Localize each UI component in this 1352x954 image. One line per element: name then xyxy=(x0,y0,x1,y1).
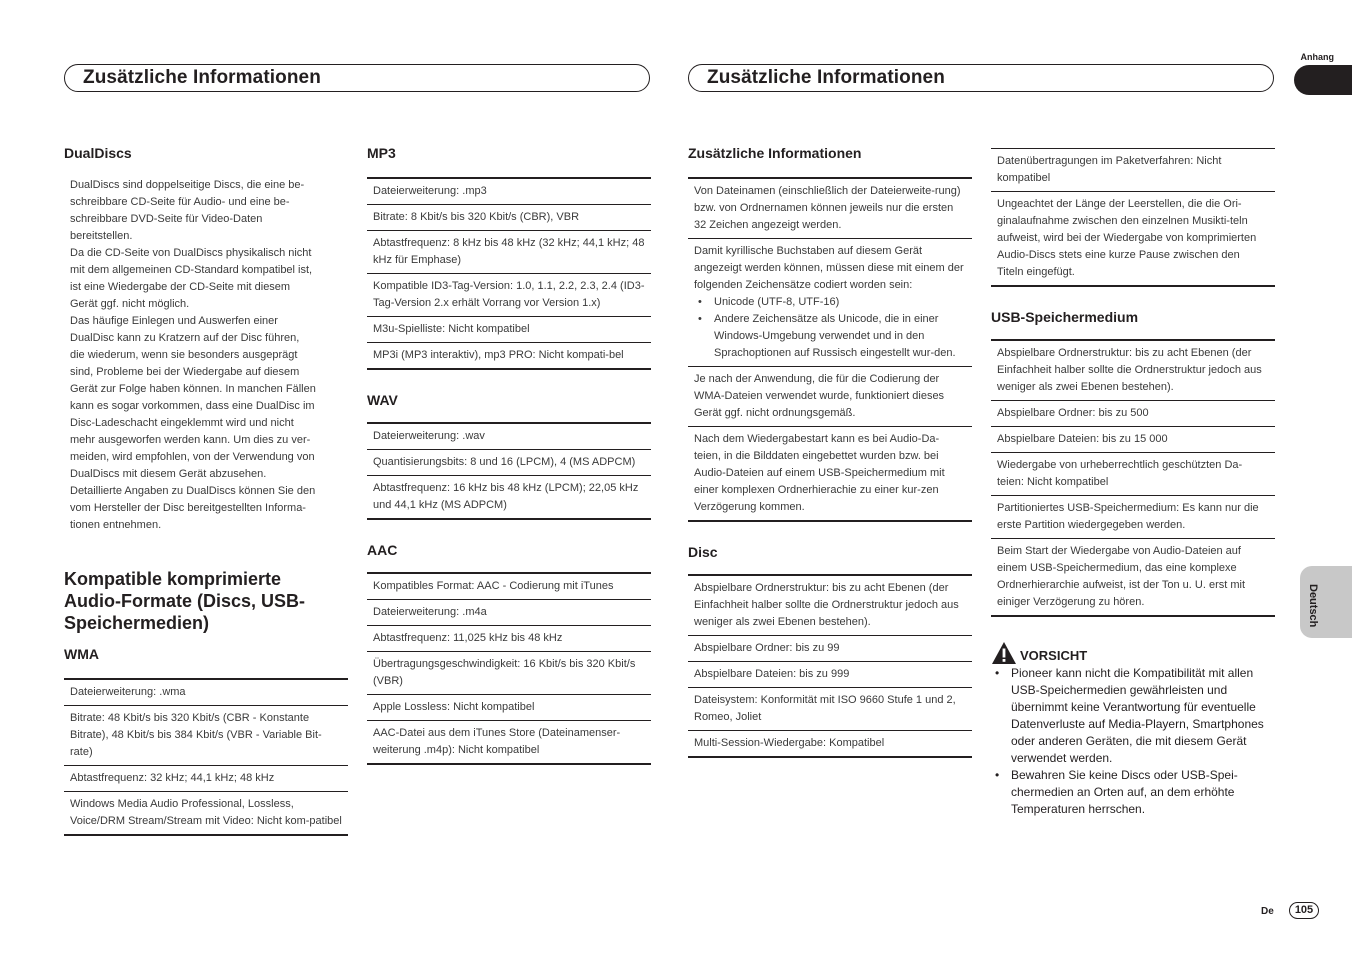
column-4 xyxy=(991,148,1275,818)
table-row xyxy=(367,317,651,343)
footer-language: De xyxy=(1261,906,1274,917)
usb-heading: USB-Speichermedium xyxy=(991,309,1139,325)
wma-heading: WMA xyxy=(64,646,99,662)
dualdiscs-text-line: Gerät zur Folge haben können. In manchen Fällen xyxy=(70,383,316,395)
dualdiscs-text-line: schreibbare DVD-Seite für Video-Daten xyxy=(70,213,263,225)
table-row xyxy=(367,343,651,370)
dualdiscs-text-line: Disc-Ladeschacht eingeklemmt wird und nicht xyxy=(70,417,294,429)
table-cell: Nach dem Wiedergabestart kann es bei Audio-Da-teien, in die Bilddaten eingebettet wurden bzw. bei Audio-Dateien auf einem USB-Speichermedium mit einer komplexen Ordnerhierachie zu einer kur-zen Verzögerung kommen. xyxy=(694,433,945,513)
table-cell: Datenübertragungen im Paketverfahren: Nicht kompatibel xyxy=(991,149,1275,192)
additional-info-table xyxy=(688,177,972,522)
mp3-table xyxy=(367,177,651,370)
table-row xyxy=(991,427,1275,453)
dualdiscs-text-line: vom Hersteller der Disc bereitgestellten Informa- xyxy=(70,502,306,514)
table-row xyxy=(991,453,1275,496)
table-cell: Abspielbare Ordnerstruktur: bis zu acht Ebenen (der Einfachheit halber sollte die Ordnerstruktur jedoch aus weniger als zwei Ebenen bestehen). xyxy=(991,340,1275,401)
column-2 xyxy=(367,142,651,765)
table-row xyxy=(688,731,972,758)
table-cell: Abspielbare Dateien: bis zu 15 000 xyxy=(991,427,1275,453)
table-row xyxy=(991,401,1275,427)
compressed-formats-heading-line: Audio-Formate (Discs, USB- xyxy=(64,591,306,611)
mp3-heading: MP3 xyxy=(367,145,396,161)
table-row xyxy=(991,539,1275,617)
disc-table xyxy=(688,574,972,758)
table-row xyxy=(367,626,651,652)
language-tab-label: Deutsch xyxy=(1307,584,1319,628)
dualdiscs-text-line: Da die CD-Seite von DualDiscs physikalisch nicht xyxy=(70,247,312,259)
charset-list xyxy=(694,294,966,362)
aac-heading: AAC xyxy=(367,542,398,558)
table-cell: Abtastfrequenz: 32 kHz; 44,1 kHz; 48 kHz xyxy=(64,766,348,792)
table-cell xyxy=(688,239,972,367)
table-cell: Abtastfrequenz: 8 kHz bis 48 kHz (32 kHz; 44,1 kHz; 48 kHz für Emphase) xyxy=(367,231,651,274)
dualdiscs-text-line: meiden, wird empfohlen, von der Verwendung von xyxy=(70,451,315,463)
table-row xyxy=(64,792,348,836)
table-row xyxy=(367,450,651,476)
table-row xyxy=(688,662,972,688)
dualdiscs-text-line: Gerät ggf. nicht möglich. xyxy=(70,298,190,310)
dualdiscs-text-line: die wiederum, wenn sie besonders ausgeprägt xyxy=(70,349,298,361)
list-item: • Pioneer kann nicht die Kompatibilität mit allen USB-Speichermedien gewährleisten und übernimmt keine Verantwortung für eventuelle Datenverluste auf Media-Playern, Smartphones oder anderen Geräten, die mit diesem Gerät verwendet werden. xyxy=(1011,665,1275,767)
additional-info-heading: Zusätzliche Informationen xyxy=(688,145,862,161)
table-row xyxy=(367,721,651,765)
table-cell: Übertragungsgeschwindigkeit: 16 Kbit/s bis 320 Kbit/s (VBR) xyxy=(367,652,651,695)
caution-heading xyxy=(991,641,1275,665)
dualdiscs-text-line: mit dem allgemeinen CD-Standard kompatibel ist, xyxy=(70,264,313,276)
table-cell: Wiedergabe von urheberrechtlich geschützten Da-teien: Nicht kompatibel xyxy=(991,453,1275,496)
table-row xyxy=(991,192,1275,287)
dualdiscs-text-line: kann es sogar vorkommen, dass eine DualDisc im xyxy=(70,400,315,412)
dualdiscs-text-line: DualDisc kann zu Kratzern auf der Disc führen, xyxy=(70,332,300,344)
dualdiscs-text-line: mehr ausgeworfen werden kann. Um dies zu ver- xyxy=(70,434,311,446)
table-row xyxy=(367,205,651,231)
section-header-right xyxy=(688,64,1274,92)
table-cell: Dateierweiterung: .m4a xyxy=(367,600,651,626)
table-cell: Dateierweiterung: .mp3 xyxy=(367,178,651,205)
page-number: 105 xyxy=(1289,902,1319,919)
table-row xyxy=(64,766,348,792)
table-row xyxy=(367,423,651,450)
appendix-tab-label: Anhang xyxy=(1300,52,1334,62)
table-cell: Quantisierungsbits: 8 und 16 (LPCM), 4 (MS ADPCM) xyxy=(367,450,651,476)
table-row xyxy=(688,178,972,239)
table-cell: Von Dateinamen (einschließlich der Dateierweite-rung) bzw. von Ordnernamen können jeweils nur die ersten 32 Zeichen angezeigt werden. xyxy=(688,178,972,239)
table-cell: Abspielbare Ordnerstruktur: bis zu acht Ebenen (der Einfachheit halber sollte die Ordnerstruktur jedoch aus weniger als zwei Ebenen bestehen). xyxy=(688,575,972,636)
table-cell: Dateierweiterung: .wma xyxy=(64,679,348,706)
table-cell: M3u-Spielliste: Nicht kompatibel xyxy=(367,317,651,343)
table-cell: Je nach der Anwendung, die für die Codierung der WMA-Dateien verwendet wurde, funktioniert dieses Gerät ggf. nicht ordnungsgemäß. xyxy=(688,367,972,427)
table-cell: Abspielbare Ordner: bis zu 500 xyxy=(991,401,1275,427)
table-cell: Abtastfrequenz: 16 kHz bis 48 kHz (LPCM); 22,05 kHz und 44,1 kHz (MS ADPCM) xyxy=(373,482,639,511)
table-row xyxy=(991,496,1275,539)
section-header-left-title: Zusätzliche Informationen xyxy=(83,67,321,88)
dualdiscs-text-line: tionen entnehmen. xyxy=(70,519,162,531)
table-cell: Beim Start der Wiedergabe von Audio-Dateien auf einem USB-Speichermedium, das eine komplexe Ordnerhierarchie aufweist, ist der Ton u. U. erst mit einiger Verzögerung zu hören. xyxy=(997,545,1246,608)
table-cell: Kompatibles Format: AAC - Codierung mit iTunes xyxy=(367,573,651,600)
disc-heading: Disc xyxy=(688,544,718,560)
appendix-tab-marker xyxy=(1294,65,1352,95)
compressed-formats-heading-line: Speichermedien) xyxy=(64,613,210,633)
section-header-left xyxy=(64,64,650,92)
table-row xyxy=(688,575,972,636)
table-cell: Abspielbare Ordner: bis zu 99 xyxy=(688,636,972,662)
table-cell: Ungeachtet der Länge der Leerstellen, die die Ori-ginalaufnahme zwischen den einzelnen Musikti-teln aufweist, wird bei der Wiedergabe von komprimierten Audio-Discs stets eine kurze Pause zwischen den Titeln eingefügt. xyxy=(997,198,1257,278)
aac-table xyxy=(367,572,651,765)
charset-intro: Damit kyrillische Buchstaben auf diesem Gerät angezeigt werden können, müssen diese mit einem der folgenden Zeichensätze codiert worden sein: xyxy=(694,245,964,291)
dualdiscs-text-line: Das häufige Einlegen und Auswerfen einer xyxy=(70,315,278,327)
table-row xyxy=(64,679,348,706)
table-cell: Abtastfrequenz: 11,025 kHz bis 48 kHz xyxy=(367,626,651,652)
wav-table xyxy=(367,422,651,520)
table-row xyxy=(991,340,1275,401)
column-3 xyxy=(688,142,972,758)
table-row xyxy=(688,636,972,662)
table-cell: MP3i (MP3 interaktiv), mp3 PRO: Nicht kompati-bel xyxy=(373,349,624,361)
caution-list xyxy=(991,665,1275,818)
usb-table xyxy=(991,339,1275,617)
list-item: • Unicode (UTF-8, UTF-16) xyxy=(714,294,966,311)
table-row xyxy=(688,367,972,427)
wma-table xyxy=(64,678,348,836)
table-row xyxy=(688,688,972,731)
table-cell: Dateisystem: Konformität mit ISO 9660 Stufe 1 und 2, Romeo, Joliet xyxy=(688,688,972,731)
caution-title: VORSICHT xyxy=(1020,648,1088,663)
dualdiscs-text-line: DualDiscs mit diesem Gerät abzusehen. xyxy=(70,468,267,480)
table-cell: Kompatible ID3-Tag-Version: 1.0, 1.1, 2.2, 2.3, 2.4 (ID3-Tag-Version 2.x erhält Vorrang vor Version 1.x) xyxy=(367,274,651,317)
list-item: • Andere Zeichensätze als Unicode, die in einer Windows-Umgebung verwendet und in den Sprachoptionen auf Russisch eingestellt wur-den. xyxy=(714,311,966,362)
dualdiscs-text-line: Detaillierte Angaben zu DualDiscs können Sie den xyxy=(70,485,316,497)
dualdiscs-text-line: ist eine Wiedergabe der CD-Seite mit diesem xyxy=(70,281,291,293)
compressed-formats-heading-line: Kompatible komprimierte xyxy=(64,569,282,589)
table-cell: Multi-Session-Wiedergabe: Kompatibel xyxy=(694,737,885,749)
table-row xyxy=(367,600,651,626)
warning-icon xyxy=(991,641,1017,665)
table-row xyxy=(367,274,651,317)
caution-box xyxy=(991,641,1275,818)
table-row xyxy=(367,476,651,520)
table-cell: Dateierweiterung: .wav xyxy=(367,423,651,450)
table-cell: Bitrate: 48 Kbit/s bis 320 Kbit/s (CBR - Konstante Bitrate), 48 Kbit/s bis 384 Kbit/s (VBR - Variable Bit-rate) xyxy=(64,706,348,766)
section-header-right-title: Zusätzliche Informationen xyxy=(707,67,945,88)
table-row xyxy=(688,427,972,522)
dualdiscs-heading: DualDiscs xyxy=(64,145,132,161)
column-1 xyxy=(64,142,348,836)
table-cell: Abspielbare Dateien: bis zu 999 xyxy=(688,662,972,688)
dualdiscs-text-line: sind, Probleme bei der Wiedergabe auf diesem xyxy=(70,366,300,378)
dualdiscs-text xyxy=(64,177,348,534)
table-cell: Apple Lossless: Nicht kompatibel xyxy=(367,695,651,721)
table-row xyxy=(367,178,651,205)
compressed-formats-heading xyxy=(64,568,348,634)
dualdiscs-text-line: schreibbare CD-Seite für Audio- und eine be- xyxy=(70,196,290,208)
table-row xyxy=(367,652,651,695)
dualdiscs-text-line: DualDiscs sind doppelseitige Discs, die eine be- xyxy=(70,179,305,191)
table-row xyxy=(367,695,651,721)
table-row xyxy=(367,573,651,600)
table-row xyxy=(64,706,348,766)
table-cell: Partitioniertes USB-Speichermedium: Es kann nur die erste Partition wiedergegeben werden. xyxy=(991,496,1275,539)
table-cell: Windows Media Audio Professional, Lossless, Voice/DRM Stream/Stream mit Video: Nicht kom-patibel xyxy=(70,798,342,827)
table-row xyxy=(991,149,1275,192)
list-item: • Bewahren Sie keine Discs oder USB-Spei-chermedien an Orten auf, an dem erhöhte Temperaturen herrschen. xyxy=(1011,767,1275,818)
disc-continued-table xyxy=(991,148,1275,287)
dualdiscs-text-line: bereitstellen. xyxy=(70,230,133,242)
table-row xyxy=(688,239,972,367)
table-row xyxy=(367,231,651,274)
table-cell: Bitrate: 8 Kbit/s bis 320 Kbit/s (CBR), VBR xyxy=(367,205,651,231)
table-cell: AAC-Datei aus dem iTunes Store (Dateinamenser-weiterung .m4p): Nicht kompatibel xyxy=(373,727,621,756)
wav-heading: WAV xyxy=(367,392,398,408)
